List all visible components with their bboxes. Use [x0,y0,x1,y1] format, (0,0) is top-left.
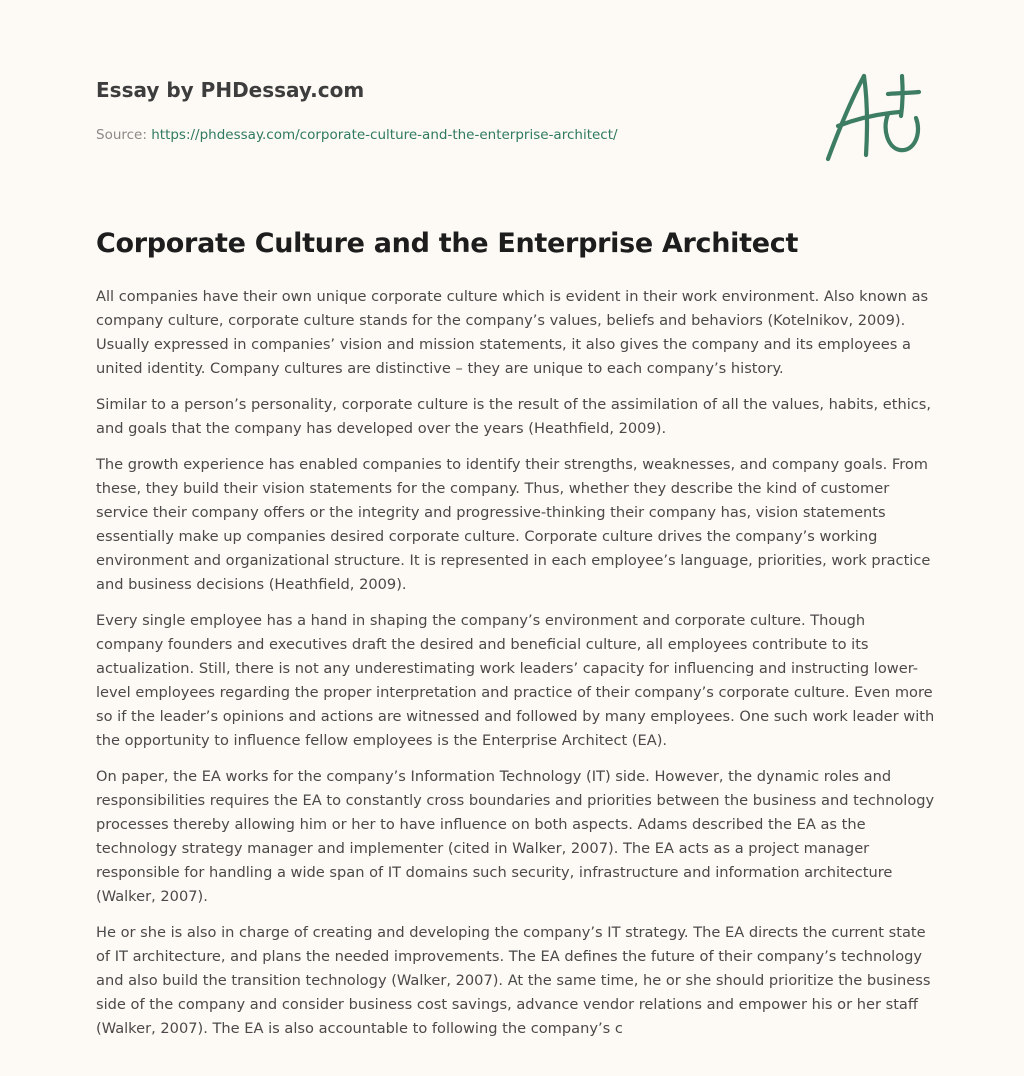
source-line [96,126,796,144]
page-header [96,76,796,144]
site-brand: Essay by PHDessay.com [96,78,365,102]
essay-paragraph: Similar to a person’s personality, corporate culture is the result of the assimilation of all the values, habits, ethics, and goals that the company has developed over the years (Heathfield, 2009). [96,396,932,437]
essay-paragraph: The growth experience has enabled companies to identify their strengths, weaknesses, and company goals. From these, they build their vision statements for the company. Thus, whether they describe the kind of customer service their company offers or the integrity and progressive-thinking their company has, vision statements essentially make up companies desired corporate culture. Corporate culture drives the company’s working environment and organizational structure. It is represented in each employee’s language, priorities, work practice and business decisions (Heathfield, 2009). [96,456,931,593]
essay-paragraph: He or she is also in charge of creating and developing the company’s IT strategy. The EA directs the current state of IT architecture, and plans the needed improvements. The EA defines the future of their company’s technology and also build the transition technology (Walker, 2007). At the same time, he or she should prioritize the business side of the company and consider business cost savings, advance vendor relations and empower his or her staff (Walker, 2007). The EA is also accountable to following the company’s c [96,924,931,1037]
source-label: Source: [96,127,152,143]
essay-title: Corporate Culture and the Enterprise Architect [96,228,799,259]
essay-body [96,285,936,1053]
essay-paragraph: All companies have their own unique corporate culture which is evident in their work environment. Also known as company culture, corporate culture stands for the company’s values, beliefs and behaviors (Kotelnikov, 2009). Usually expressed in companies’ vision and mission statements, it also gives the company and its employees a united identity. Company cultures are distinctive – they are unique to each company’s history. [96,288,929,377]
essay-paragraph: Every single employee has a hand in shaping the company’s environment and corporate culture. Though company founders and executives draft the desired and beneficial culture, all employees contribute to its actualization. Still, there is not any underestimating work leaders’ capacity for influencing and instructing lower-level employees regarding the proper interpretation and practice of their company’s corporate culture. Even more so if the leader’s opinions and actions are witnessed and followed by many employees. One such work leader with the opportunity to influence fellow employees is the Enterprise Architect (EA). [96,612,935,749]
a-plus-logo-icon [818,62,930,166]
source-link[interactable]: https://phdessay.com/corporate-culture-and-the-enterprise-architect/ [151,127,618,143]
essay-paragraph: On paper, the EA works for the company’s Information Technology (IT) side. However, the dynamic roles and responsibilities requires the EA to constantly cross boundaries and priorities between the business and technology processes thereby allowing him or her to have influence on both aspects. Adams described the EA as the technology strategy manager and implementer (cited in Walker, 2007). The EA acts as a project manager responsible for handling a wide span of IT domains such security, infrastructure and information architecture (Walker, 2007). [96,768,935,905]
